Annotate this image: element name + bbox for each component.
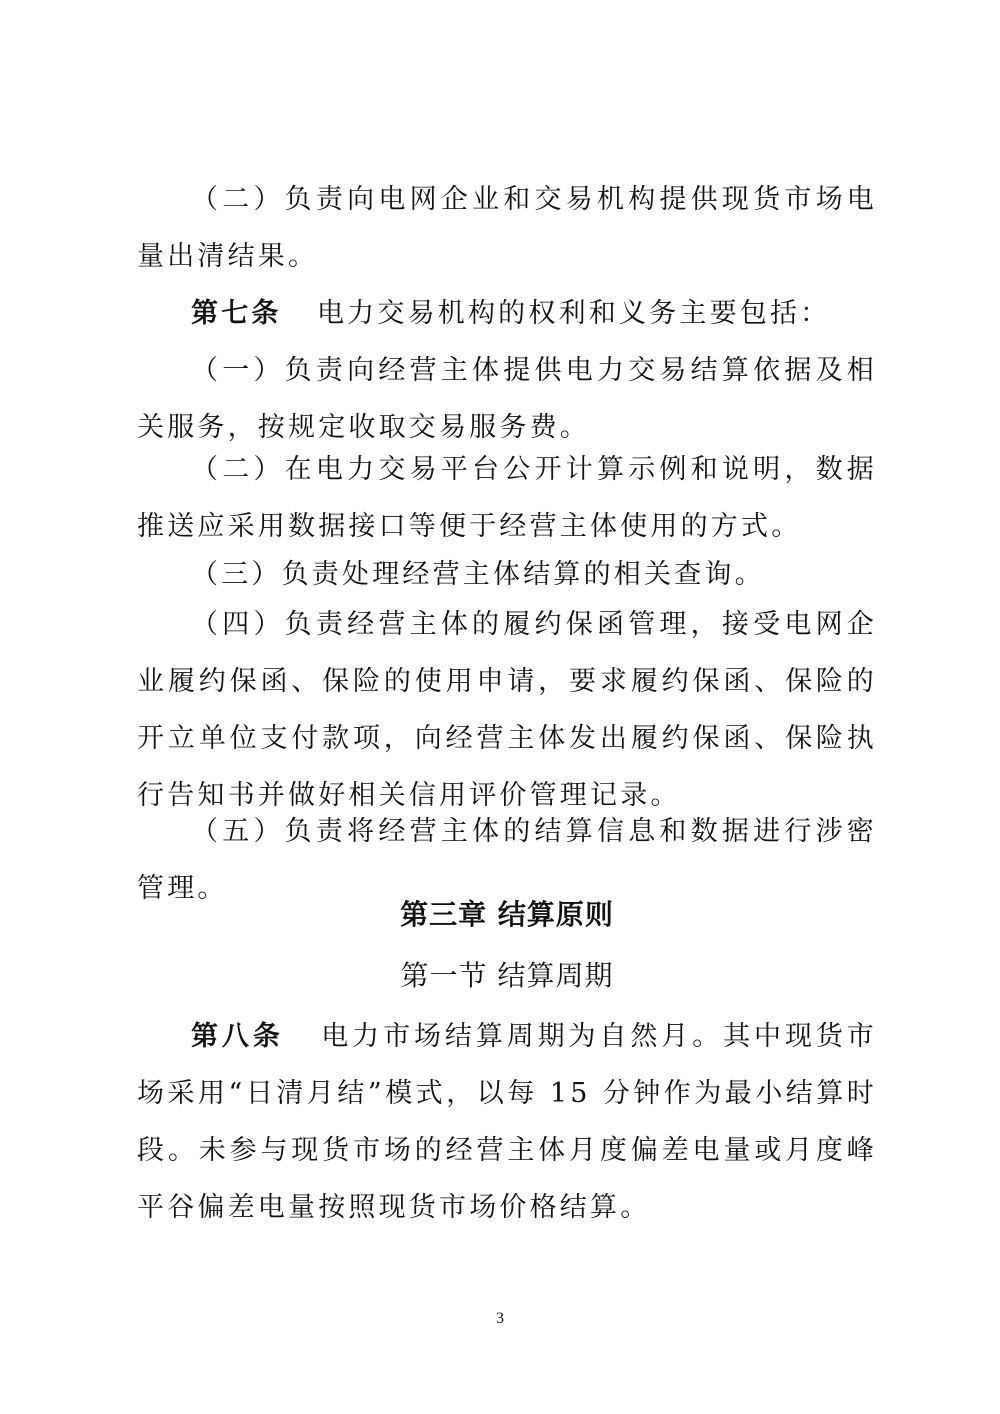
- article-7-heading: [137, 285, 877, 342]
- section-title: 第一节 结算周期: [400, 959, 614, 992]
- article-8-paragraph: [137, 1008, 877, 1236]
- article-text: 电力交易机构的权利和义务主要包括：: [316, 298, 831, 329]
- article-label: 第七条: [191, 298, 282, 329]
- paragraph-text: （二）在电力交易平台公开计算示例和说明，数据推送应采用数据接口等便于经营主体使用的方式。: [137, 454, 877, 542]
- paragraph-settlement-services: [137, 342, 877, 456]
- paragraph-text: （五）负责将经营主体的结算信息和数据进行涉密管理。: [137, 816, 877, 904]
- page-number: 3: [496, 1310, 504, 1327]
- article-text: 电力市场结算周期为自然月。其中现货市场采用“日清月结”模式，以每 15 分钟作为最小结算时段。未参与现货市场的经营主体月度偏差电量或月度峰平谷偏差电量按照现货市场价格结算。: [137, 1021, 877, 1223]
- paragraph-handle-queries: [137, 546, 877, 603]
- paragraph-text: （二）负责向电网企业和交易机构提供现货市场电量出清结果。: [137, 184, 877, 272]
- chapter-title: 第三章 结算原则: [400, 898, 614, 931]
- paragraph-provide-clearing-results: [137, 171, 877, 285]
- paragraph-text: （三）负责处理经营主体结算的相关查询。: [191, 559, 765, 590]
- paragraph-text: （四）负责经营主体的履约保函管理，接受电网企业履约保函、保险的使用申请，要求履约保函、保险的开立单位支付款项，向经营主体发出履约保函、保险执行告知书并做好相关信用评价管理记录。: [137, 609, 877, 811]
- article-label: 第八条: [191, 1021, 284, 1052]
- paragraph-text: （一）负责向经营主体提供电力交易结算依据及相关服务，按规定收取交易服务费。: [137, 355, 877, 443]
- paragraph-performance-guarantee: [137, 596, 877, 824]
- paragraph-publish-examples: [137, 441, 877, 555]
